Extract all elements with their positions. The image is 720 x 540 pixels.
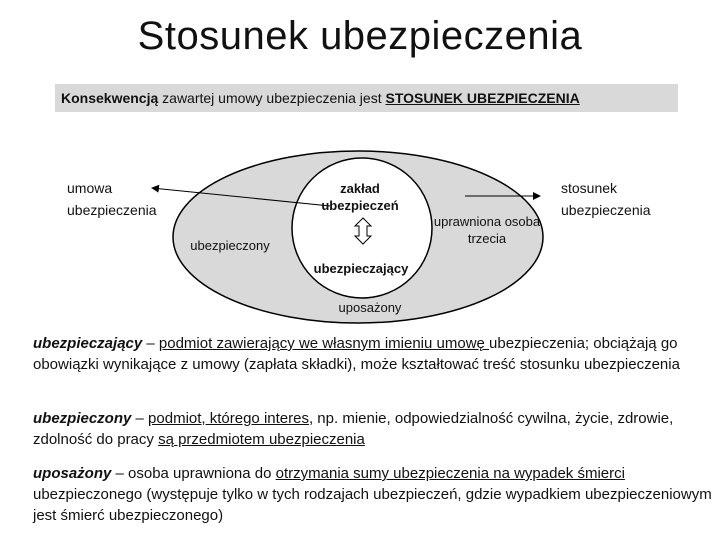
definition-text: ubezpieczenia; obciążają go obowiązki wynikające z umowy (zapłata składki), może kształtować treść stosunku ubezpieczenia <box>33 335 680 373</box>
definition-dash: – <box>142 335 159 352</box>
right-label <box>561 177 651 221</box>
right-label-line2: ubezpieczenia <box>561 202 651 218</box>
page-title: Stosunek ubezpieczenia <box>137 14 583 58</box>
right-label-line1: stosunek <box>561 180 618 196</box>
insuring-party-label: ubezpieczający <box>313 261 409 276</box>
banner-middle-text: zawartej umowy ubezpieczenia jest <box>158 90 386 106</box>
definition-term: ubezpieczony <box>33 410 132 427</box>
left-label-line1: umowa <box>67 180 113 196</box>
definition-insured <box>33 408 713 450</box>
definition-text: ubezpieczonego (występuje tylko w tych rodzajach ubezpieczeń, gdzie wypadkiem ubezpieczeniowym jest śmierć ubezpieczonego) <box>33 486 712 524</box>
third-party-line1: uprawniona osoba <box>433 214 541 229</box>
definition-dash: – <box>131 410 149 427</box>
insurer-label <box>312 180 408 214</box>
insured-label: ubezpieczony <box>190 238 270 253</box>
left-label <box>67 177 157 221</box>
definition-term: uposażony <box>33 465 112 482</box>
left-label-line2: ubezpieczenia <box>67 202 157 218</box>
insurer-line2: ubezpieczeń <box>321 198 399 213</box>
definition-underlined: podmiot zawierający we własnym imieniu umowę <box>158 335 490 352</box>
definition-text: , np. mienie, odpowiedzialność cywilna, życie, zdrowie, zdolność do pracy <box>33 410 674 448</box>
insurer-line1: zakład <box>340 181 380 196</box>
beneficiary-label: uposażony <box>338 300 402 315</box>
banner-emphasis: STOSUNEK UBEZPIECZENIA <box>385 90 580 106</box>
definition-underlined: są przedmiotem ubezpieczenia <box>158 431 365 448</box>
banner-bold-word: Konsekwencją <box>61 90 159 106</box>
definition-insuring-party <box>33 333 713 375</box>
definition-dash: – osoba uprawniona do <box>111 465 276 482</box>
definition-underlined: podmiot, którego interes <box>148 410 309 427</box>
definition-term: ubezpieczający <box>33 335 143 352</box>
definition-beneficiary <box>33 463 713 526</box>
third-party-line2: trzecia <box>467 231 507 246</box>
third-party-label <box>424 213 550 247</box>
definition-underlined: otrzymania sumy ubezpieczenia na wypadek śmierci <box>275 465 625 482</box>
